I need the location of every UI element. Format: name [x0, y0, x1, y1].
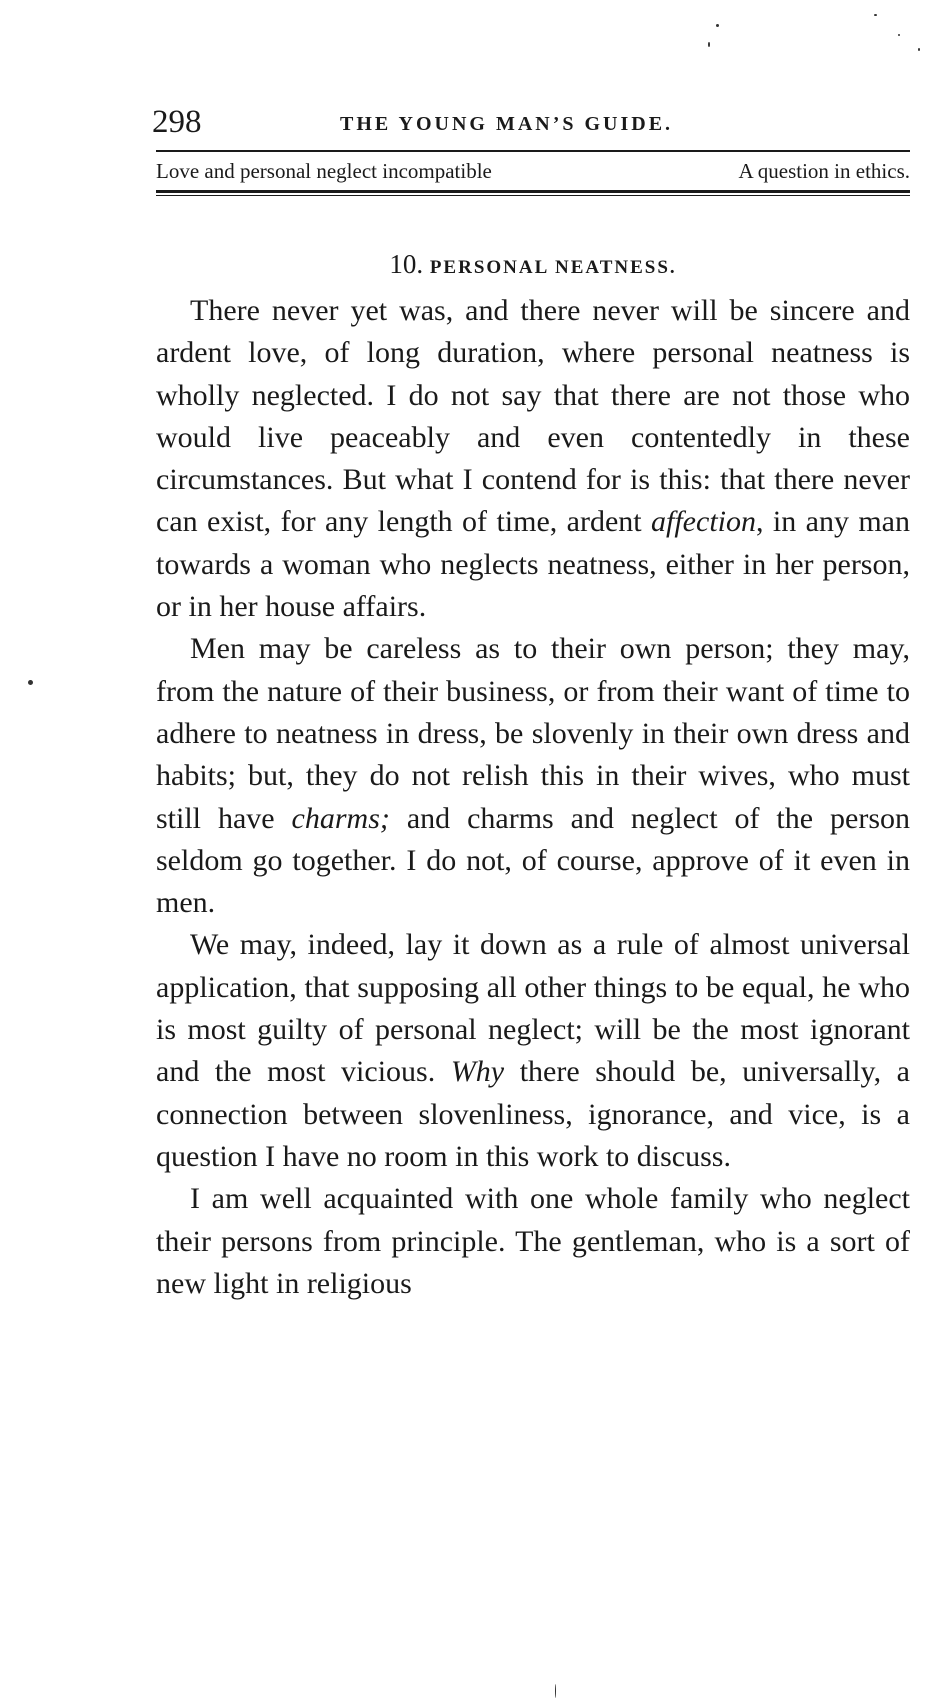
paragraph-2-text-a: Men may be careless as to their own person; they may, from the nature of their business, or from their want of time to adhere to neatness in dress, be slovenly in their own dress and habits; but, they do not relish this in their wives, who must still have: [156, 632, 910, 835]
print-speck: [28, 680, 33, 685]
running-head: [152, 100, 912, 144]
paragraph-1-italic: affection: [651, 505, 756, 539]
header-rule-top: [156, 150, 910, 152]
header-rule-bottom: [156, 190, 910, 193]
header-rule-bottom-thin: [156, 195, 910, 196]
paragraph-1: [156, 290, 910, 628]
print-speck: [898, 34, 900, 36]
paragraph-3-italic: Why: [450, 1055, 505, 1089]
paragraph-3-text-a: We may, indeed, lay it down as a rule of almost universal application, that supposing all other things to be equal, he who is most guilty of personal neglect; will be the most ignorant and the most vicious.: [156, 928, 910, 1089]
paragraph-2: [156, 628, 910, 924]
subhead-left: Love and personal neglect incompatible: [156, 159, 492, 183]
body-text: [156, 290, 910, 1305]
section-title: PERSONAL NEATNESS.: [429, 257, 677, 278]
paragraph-4: [156, 1178, 910, 1305]
paragraph-1-text-b: , in any man towards a woman who neglects neatness, either in her person, or in her house affairs.: [156, 505, 910, 624]
print-speck: [918, 48, 920, 51]
paragraph-1-text-a: There never yet was, and there never will be sincere and ardent love, of long duration, where personal neatness is wholly neglected. I do not say that there are not those who would live peaceably and even contentedly in these circumstances. But what I contend for is this: that there never can exist, for any length of time, ardent: [156, 294, 910, 539]
print-speck: [716, 24, 719, 27]
paragraph-3-text-b: there should be, universally, a connection between slovenliness, ignorance, and vice, is a question I have no room in this work to discuss.: [156, 1055, 910, 1173]
subhead-right: A question in ethics.: [738, 159, 910, 183]
book-title: THE YOUNG MAN’S GUIDE.: [340, 113, 674, 135]
marginal-subheads: [156, 156, 910, 186]
paragraph-3: [156, 924, 910, 1178]
print-speck: [708, 42, 710, 47]
paragraph-2-text-b: and charms and neglect of the person seldom go together. I do not, of course, approve of it even in men.: [156, 801, 910, 920]
print-speck: [555, 1684, 556, 1698]
page-number: 298: [152, 104, 202, 140]
paragraph-4-text-a: I am well acquainted with one whole family who neglect their persons from principle. The gentleman, who is a sort of new light in religious: [156, 1182, 910, 1300]
print-speck: [874, 14, 877, 16]
section-heading: [156, 246, 910, 286]
paragraph-2-italic: charms;: [291, 801, 390, 835]
section-number: 10.: [389, 249, 424, 279]
